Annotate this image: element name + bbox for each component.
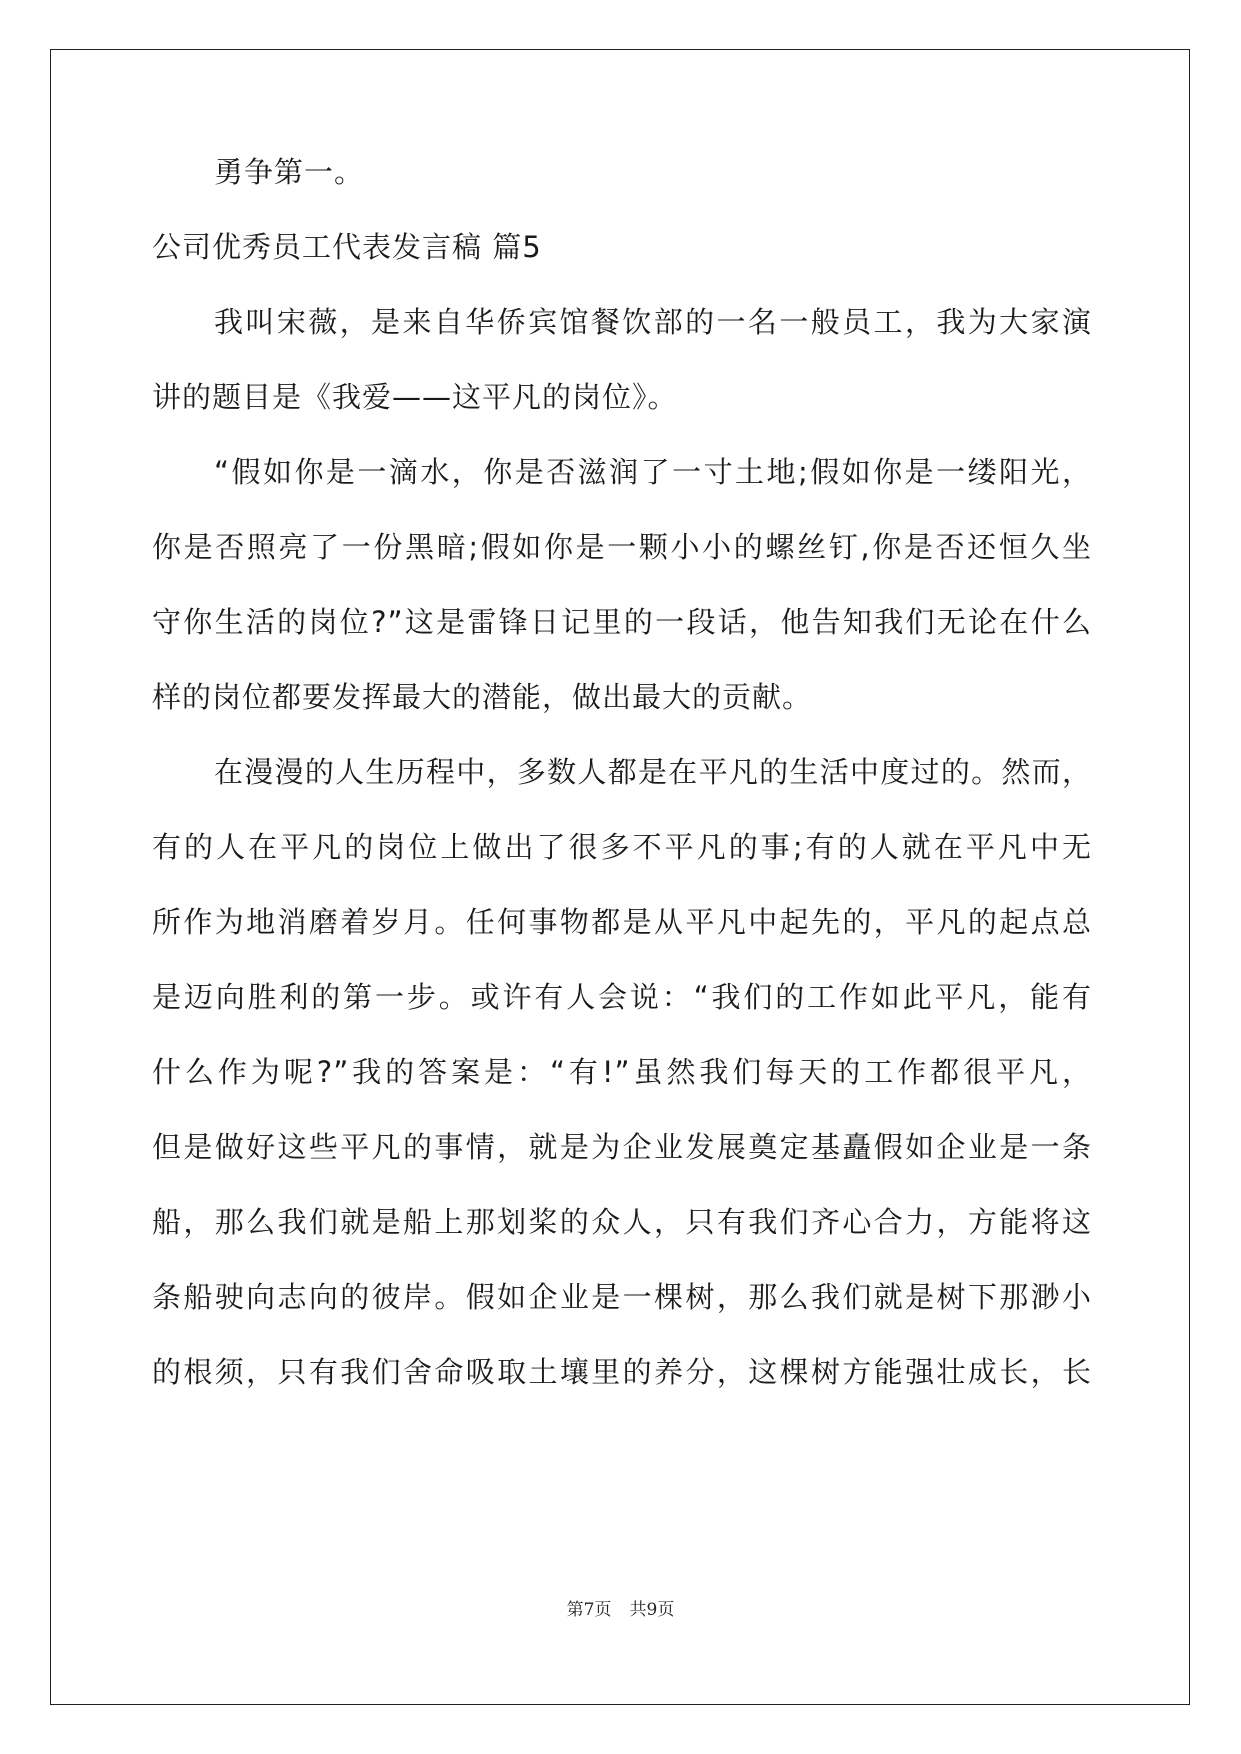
paragraph-line: 有的人在平凡的岗位上做出了很多不平凡的事;有的人就在平凡中无 — [152, 830, 1092, 864]
paragraph-line: 但是做好这些平凡的事情，就是为企业发展奠定基矗假如企业是一条 — [152, 1130, 1092, 1164]
paragraph-line: 所作为地消磨着岁月。任何事物都是从平凡中起先的，平凡的起点总 — [152, 905, 1092, 939]
paragraph-line: 条船驶向志向的彼岸。假如企业是一棵树，那么我们就是树下那渺小 — [152, 1280, 1092, 1314]
page-footer — [0, 1598, 1241, 1622]
paragraph-line: 什么作为呢?”我的答案是：“有!”虽然我们每天的工作都很平凡， — [152, 1055, 1092, 1089]
section-heading: 公司优秀员工代表发言稿 篇5 — [152, 230, 542, 264]
paragraph-line: “假如你是一滴水，你是否滋润了一寸土地;假如你是一缕阳光， — [214, 455, 1092, 489]
paragraph-line: 讲的题目是《我爱——这平凡的岗位》。 — [152, 380, 678, 414]
paragraph-line: 的根须，只有我们舍命吸取土壤里的养分，这棵树方能强壮成长，长 — [152, 1355, 1092, 1389]
paragraph-line: 勇争第一。 — [214, 155, 365, 189]
page-border — [50, 49, 1190, 1705]
page-total: 共9页 — [629, 1600, 675, 1620]
paragraph-line: 在漫漫的人生历程中，多数人都是在平凡的生活中度过的。然而， — [214, 755, 1092, 789]
paragraph-line: 我叫宋薇，是来自华侨宾馆餐饮部的一名一般员工，我为大家演 — [214, 305, 1092, 339]
paragraph-line: 船，那么我们就是船上那划桨的众人，只有我们齐心合力，方能将这 — [152, 1205, 1092, 1239]
paragraph-line: 你是否照亮了一份黑暗;假如你是一颗小小的螺丝钉,你是否还恒久坐 — [152, 530, 1092, 564]
paragraph-line: 是迈向胜利的第一步。或许有人会说：“我们的工作如此平凡，能有 — [152, 980, 1092, 1014]
paragraph-line: 守你生活的岗位?”这是雷锋日记里的一段话，他告知我们无论在什么 — [152, 605, 1092, 639]
paragraph-line: 样的岗位都要发挥最大的潜能，做出最大的贡献。 — [152, 680, 813, 714]
page-number: 第7页 — [566, 1600, 612, 1620]
